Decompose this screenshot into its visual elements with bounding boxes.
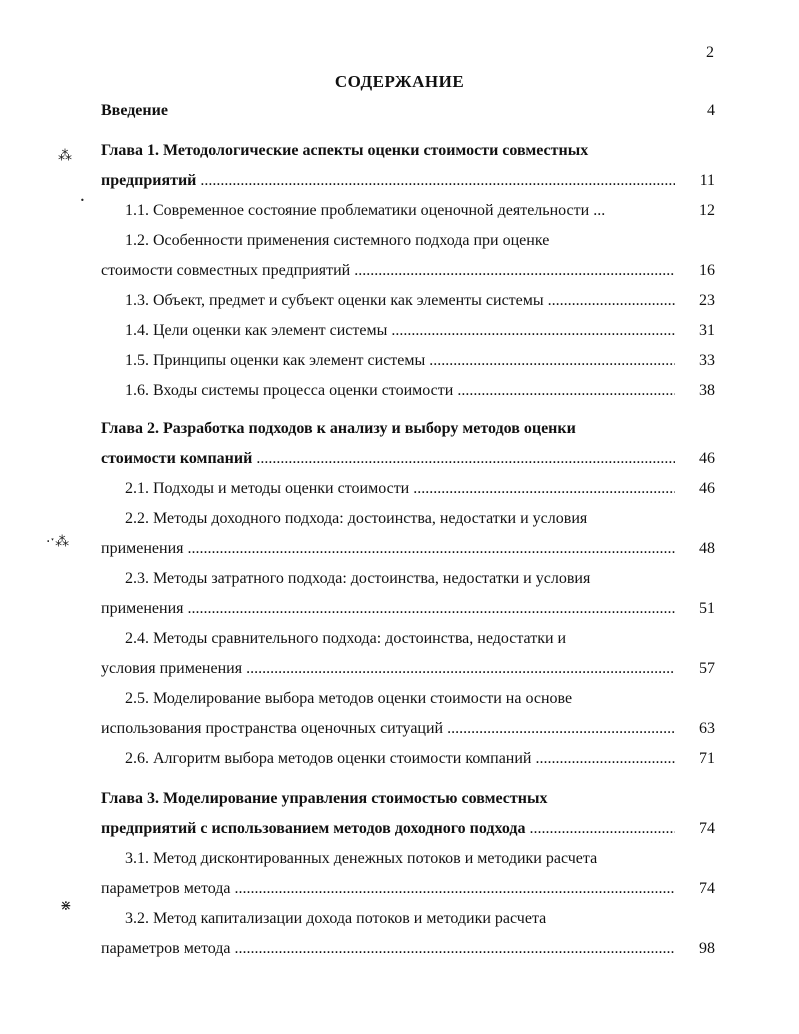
toc-page: 46 — [699, 450, 715, 467]
toc-entry-3-1: 3.1. Метод дисконтированных денежных потоков и методики расчета — [125, 850, 598, 867]
toc-entry-chapter-3: Глава 3. Моделирование управления стоимостью совместных — [101, 790, 548, 807]
toc-entry-1-2-cont: стоимости совместных предприятий ..... — [101, 259, 675, 283]
toc-title: СОДЕРЖАНИЕ — [334, 72, 465, 91]
scan-mark: • — [80, 196, 85, 205]
toc-page: 4 — [707, 102, 715, 119]
toc-entry-1-2: 1.2. Особенности применения системного подхода при оценке — [125, 232, 550, 249]
toc-entry-2-2-cont: применения ..... — [101, 537, 675, 561]
scan-mark: ·ˑ⁂ — [46, 534, 70, 550]
toc-page: 31 — [699, 322, 715, 339]
toc-page: 98 — [699, 940, 715, 957]
toc-page: 16 — [699, 262, 715, 279]
toc-page: 51 — [699, 600, 715, 617]
toc-page: 12 — [699, 202, 715, 219]
scan-mark: ⋇ — [60, 898, 72, 914]
scan-mark: ⁂ — [58, 148, 72, 164]
toc-entry-3-2: 3.2. Метод капитализации дохода потоков и методики расчета — [125, 910, 547, 927]
toc-page: 46 — [699, 480, 715, 497]
toc-entry-chapter-3-cont: предприятий с использованием методов доходного подхода ..... — [101, 817, 675, 841]
toc-page: 48 — [699, 540, 715, 557]
toc-entry-2-4-cont: условия применения ..... — [101, 657, 675, 681]
toc-entry-2-5: 2.5. Моделирование выбора методов оценки стоимости на основе — [125, 690, 573, 707]
toc-page: 57 — [699, 660, 715, 677]
toc-page: 23 — [699, 292, 715, 309]
toc-entry-1-6: 1.6. Входы системы процесса оценки стоимости ..... — [101, 379, 675, 403]
toc-entry-chapter-2-cont: стоимости компаний ..... — [101, 447, 675, 471]
toc-entry-2-2: 2.2. Методы доходного подхода: достоинства, недостатки и условия — [125, 510, 588, 527]
toc-entry-2-4: 2.4. Методы сравнительного подхода: достоинства, недостатки и — [125, 630, 567, 647]
toc-entry-2-6: 2.6. Алгоритм выбора методов оценки стоимости компаний ..... — [101, 747, 675, 771]
toc-entry-chapter-1: Глава 1. Методологические аспекты оценки стоимости совместных — [101, 142, 589, 159]
toc-entry-intro: Введение — [101, 102, 168, 119]
toc-entry-2-1: 2.1. Подходы и методы оценки стоимости ..... — [101, 477, 675, 501]
toc-page: 74 — [699, 880, 715, 897]
toc-page: 38 — [699, 382, 715, 399]
toc-entry-chapter-1-cont: предприятий ..... — [101, 169, 675, 193]
toc-entry-2-5-cont: использования пространства оценочных ситуаций ..... — [101, 717, 675, 741]
toc-entry-3-2-cont: параметров метода ..... — [101, 937, 675, 961]
toc-entry-1-4: 1.4. Цели оценки как элемент системы ..... — [101, 319, 675, 343]
toc-entry-1-3: 1.3. Объект, предмет и субъект оценки как элементы системы ..... — [101, 289, 675, 313]
toc-entry-2-3: 2.3. Методы затратного подхода: достоинства, недостатки и условия — [125, 570, 591, 587]
toc-page: 33 — [699, 352, 715, 369]
toc-entry-chapter-2: Глава 2. Разработка подходов к анализу и выбору методов оценки — [101, 420, 576, 437]
toc-entry-1-1: 1.1. Современное состояние проблематики оценочной деятельности ... — [125, 202, 606, 219]
toc-entry-3-1-cont: параметров метода ..... — [101, 877, 675, 901]
toc-page: 11 — [699, 172, 715, 189]
toc-page: 63 — [699, 720, 715, 737]
page-number: 2 — [706, 44, 714, 61]
toc-entry-2-3-cont: применения ..... — [101, 597, 675, 621]
toc-page: 74 — [699, 820, 715, 837]
toc-page: 71 — [699, 750, 715, 767]
toc-entry-1-5: 1.5. Принципы оценки как элемент системы ..... — [101, 349, 675, 373]
